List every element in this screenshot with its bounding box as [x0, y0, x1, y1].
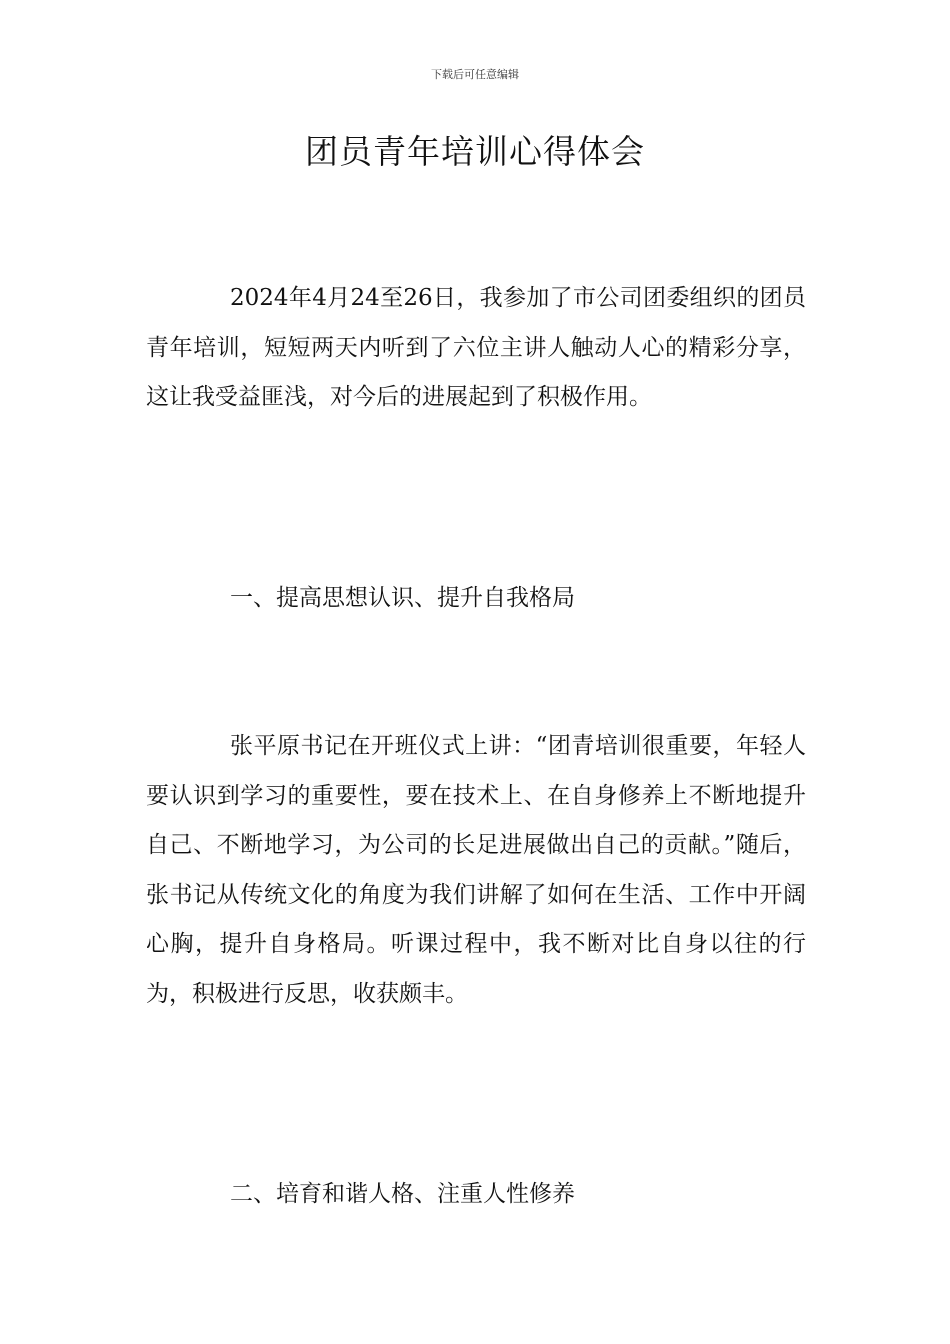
document-title: 团员青年培训心得体会	[305, 132, 645, 171]
section-heading-2: 二、培育和谐人格、注重人性修养	[230, 1181, 575, 1207]
paragraph-intro: 2024年4月24至26日，我参加了市公司团委组织的团员青年培训，短短两天内听到了六位主讲人触动人心的精彩分享，这让我受益匪浅，对今后的进展起到了积极作用。	[146, 285, 806, 410]
section-heading-1: 一、提高思想认识、提升自我格局	[230, 585, 575, 611]
header-note: 下载后可任意编辑	[431, 68, 519, 81]
paragraph-section-1: 张平原书记在开班仪式上讲：“团青培训很重要，年轻人要认识到学习的重要性，要在技术上、在自身修养上不断地提升自己、不断地学习，为公司的长足进展做出自己的贡献。”随后，张书记从传统文化的角度为我们讲解了如何在生活、工作中开阔心胸，提升自身格局。听课过程中，我不断对比自身以往的行为，积极进行反思，收获颇丰。	[146, 733, 806, 1007]
